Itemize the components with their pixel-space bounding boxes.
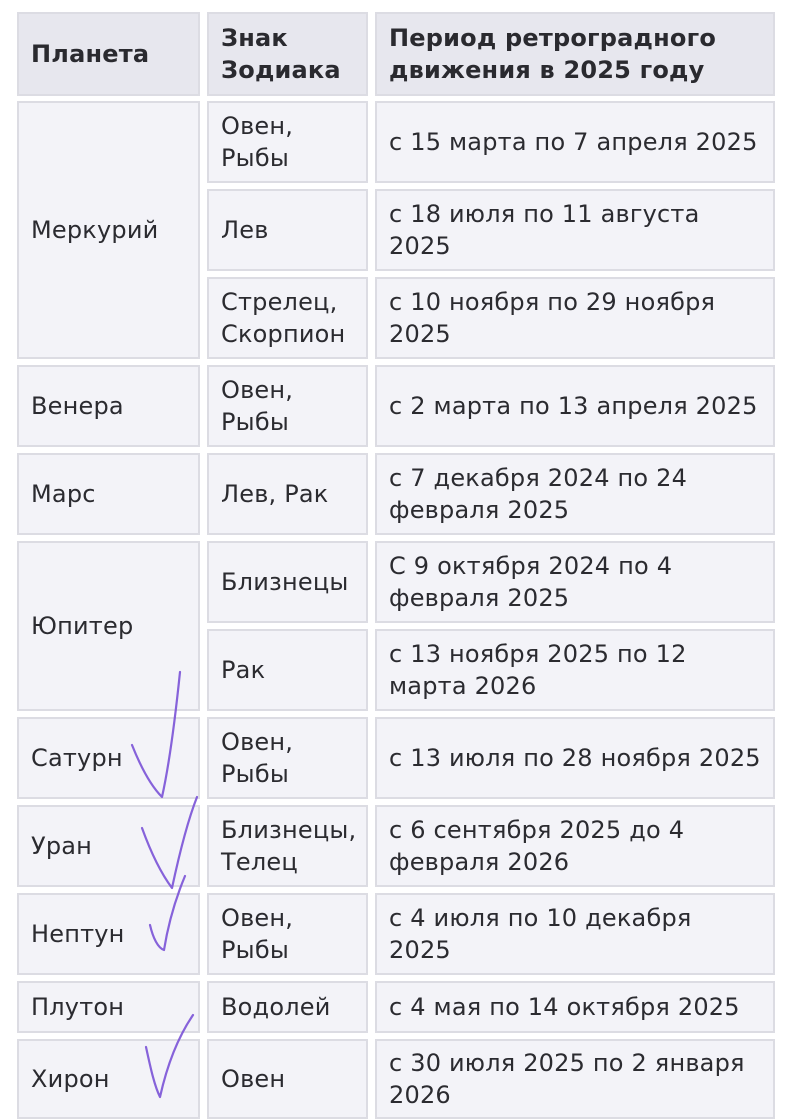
sign-cell: [207, 189, 368, 271]
period-text: с 6 сентября 2025 до 4 февраля 2026: [389, 816, 685, 876]
planet-cell-pluto: [17, 981, 200, 1033]
planet-name: Меркурий: [31, 216, 159, 244]
period-cell: [375, 805, 775, 887]
sign-text: Близнецы, Телец: [221, 816, 357, 876]
planet-name: Уран: [31, 832, 93, 860]
period-text: с 4 мая по 14 октября 2025: [389, 993, 740, 1021]
planet-cell-mars: [17, 453, 200, 535]
period-cell: [375, 541, 775, 623]
period-text: с 13 июля по 28 ноября 2025: [389, 744, 761, 772]
sign-cell: [207, 101, 368, 183]
sign-cell: [207, 365, 368, 447]
period-cell: [375, 365, 775, 447]
sign-cell: [207, 893, 368, 975]
planet-cell-venus: [17, 365, 200, 447]
period-cell: [375, 101, 775, 183]
planet-name: Сатурн: [31, 744, 123, 772]
planet-cell-saturn: [17, 717, 200, 799]
period-cell: [375, 277, 775, 359]
header-planet: [17, 12, 200, 96]
planet-cell-chiron: [17, 1039, 200, 1119]
period-text: с 10 ноября по 29 ноября 2025: [389, 288, 716, 348]
period-text: с 7 декабря 2024 по 24 февраля 2025: [389, 464, 688, 524]
sign-cell: [207, 277, 368, 359]
sign-text: Овен, Рыбы: [221, 112, 294, 172]
header-period: [375, 12, 775, 96]
sign-text: Близнецы: [221, 568, 349, 596]
period-cell: [375, 453, 775, 535]
header-sign-text: Знак Зодиака: [221, 24, 341, 84]
planet-name: Хирон: [31, 1065, 110, 1093]
planet-name: Марс: [31, 480, 96, 508]
period-cell: [375, 629, 775, 711]
header-sign: [207, 12, 368, 96]
planet-cell-jupiter: [17, 541, 200, 711]
sign-text: Овен, Рыбы: [221, 376, 294, 436]
sign-cell: [207, 805, 368, 887]
sign-cell: [207, 541, 368, 623]
sign-cell: [207, 453, 368, 535]
planet-name: Юпитер: [31, 612, 134, 640]
sign-cell: [207, 629, 368, 711]
period-cell: [375, 189, 775, 271]
sign-text: Стрелец, Скорпион: [221, 288, 346, 348]
sign-text: Лев: [221, 216, 269, 244]
sign-text: Овен, Рыбы: [221, 728, 294, 788]
sign-text: Водолей: [221, 993, 331, 1021]
sign-cell: [207, 717, 368, 799]
planet-cell-mercury: [17, 101, 200, 359]
header-period-text: Период ретроградного движения в 2025 году: [389, 24, 717, 84]
period-text: с 30 июля 2025 по 2 января 2026: [389, 1049, 745, 1109]
period-text: С 9 октября 2024 по 4 февраля 2025: [389, 552, 673, 612]
sign-cell: [207, 981, 368, 1033]
period-text: с 2 марта по 13 апреля 2025: [389, 392, 758, 420]
sign-text: Овен: [221, 1065, 286, 1093]
period-cell: [375, 981, 775, 1033]
planet-name: Нептун: [31, 920, 125, 948]
sign-text: Рак: [221, 656, 266, 684]
sign-text: Овен, Рыбы: [221, 904, 294, 964]
period-cell: [375, 1039, 775, 1119]
period-cell: [375, 893, 775, 975]
period-text: с 4 июля по 10 декабря 2025: [389, 904, 692, 964]
sign-text: Лев, Рак: [221, 480, 329, 508]
planet-cell-neptune: [17, 893, 200, 975]
period-text: с 18 июля по 11 августа 2025: [389, 200, 700, 260]
planet-name: Венера: [31, 392, 124, 420]
planet-cell-uranus: [17, 805, 200, 887]
period-cell: [375, 717, 775, 799]
sign-cell: [207, 1039, 368, 1119]
planet-name: Плутон: [31, 993, 125, 1021]
period-text: с 15 марта по 7 апреля 2025: [389, 128, 758, 156]
header-planet-text: Планета: [31, 40, 150, 68]
period-text: с 13 ноября 2025 по 12 марта 2026: [389, 640, 687, 700]
